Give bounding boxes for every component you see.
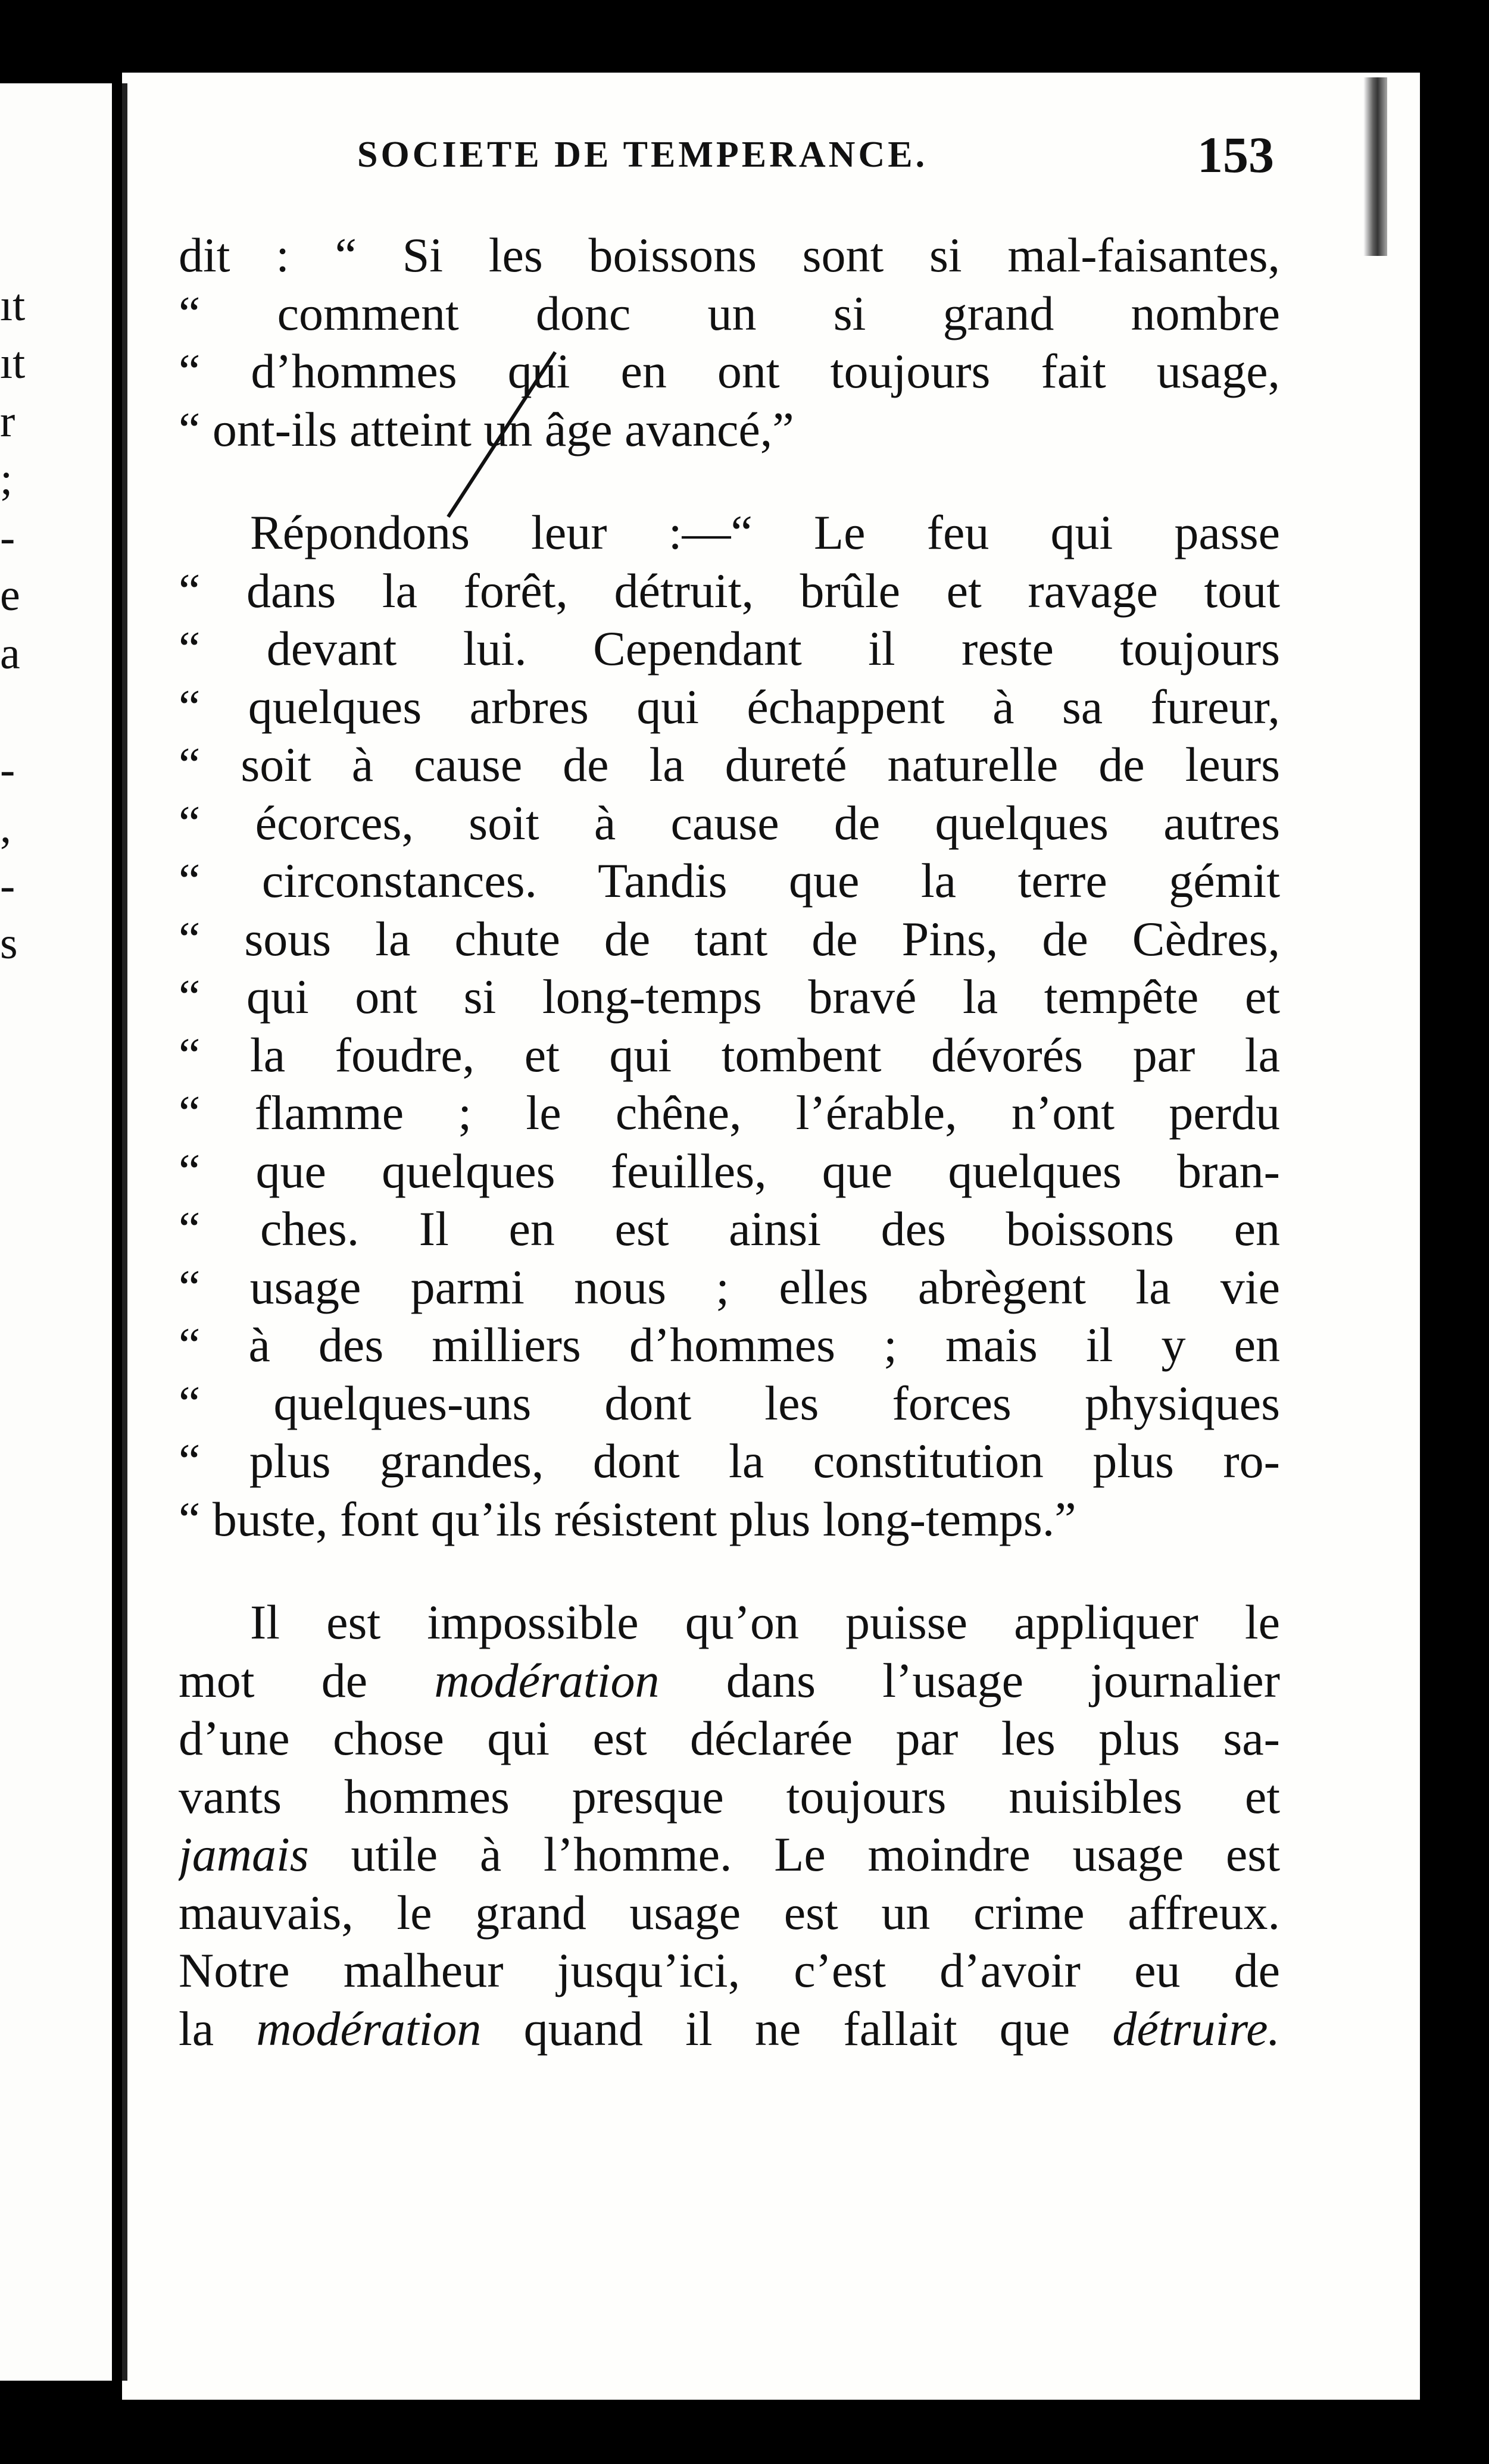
prev-page-char: - (0, 863, 15, 908)
prev-page-char: - (0, 515, 15, 560)
text-line: “ qui ont si long-temps bravé la tempête et (179, 970, 1280, 1024)
text-line: “ dans la forêt, détruit, brûle et ravage tout (179, 563, 1280, 618)
text-line: “ soit à cause de la dureté naturelle de leurs (179, 737, 1280, 792)
prev-page-char: r (0, 399, 15, 444)
text-line: “ ont-ils atteint un âge avancé,” (179, 402, 794, 456)
text-line: “ écorces, soit à cause de quelques autres (179, 795, 1280, 850)
text-line: “ sous la chute de tant de Pins, de Cèdres, (179, 911, 1280, 966)
text-line: “ flamme ; le chêne, l’érable, n’ont perdu (179, 1086, 1280, 1140)
text-line: “ usage parmi nous ; elles abrègent la vie (179, 1259, 1280, 1314)
text-line: dit : “ Si les boissons sont si mal-faisantes, (179, 228, 1280, 282)
paragraph-2 (179, 504, 1280, 1548)
page-gutter-line (122, 83, 127, 2381)
text-line: “ circonstances. Tandis que la terre gémit (179, 853, 1280, 908)
text-line (179, 2000, 1280, 2058)
emphasis: détruire. (1112, 2001, 1280, 2056)
text-line: “ comment donc un si grand nombre (179, 286, 1280, 340)
text-line: “ plus grandes, dont la constitution plus ro- (179, 1434, 1280, 1488)
text-line (179, 1768, 1280, 1826)
text-line: “ que quelques feuilles, que quelques bran- (179, 1143, 1280, 1198)
page-edge-shadow (1363, 77, 1387, 256)
prev-page-char: ; (0, 456, 13, 502)
text-line: “ quelques arbres qui échappent à sa fureur, (179, 679, 1280, 734)
text-line: “ buste, font qu’ils résistent plus long-temps.” (179, 1491, 1076, 1546)
text-run: quand il ne fallait que (481, 2001, 1113, 2056)
text-line: “ devant lui. Cependant il reste toujours (179, 621, 1280, 676)
text-line: “ d’hommes qui en ont toujours fait usage, (179, 344, 1280, 398)
text-line (179, 1652, 1280, 1710)
prev-page-char: ıt (0, 340, 26, 386)
text-line (179, 1825, 1280, 1884)
text-run: vants hommes presque toujours nuisibles et (179, 1769, 1280, 1824)
text-run: d’une chose qui est déclarée par les plus sa- (179, 1711, 1280, 1765)
running-title: SOCIETE DE TEMPERANCE. (357, 135, 928, 175)
text-line (179, 1941, 1280, 2000)
prev-page-char: - (0, 747, 15, 792)
prev-page-char: ıt (0, 283, 26, 328)
text-run: Il est impossible qu’on puisse appliquer le (250, 1595, 1280, 1649)
previous-page-fragment (0, 83, 112, 2381)
text-line (179, 1709, 1280, 1768)
text-run: utile à l’homme. Le moindre usage est (308, 1827, 1280, 1881)
text-line: “ à des milliers d’hommes ; mais il y en (179, 1318, 1280, 1372)
text-run: Notre malheur jusqu’ici, c’est d’avoir eu de (179, 1943, 1280, 1997)
text-line: “ ches. Il en est ainsi des boissons en (179, 1202, 1280, 1256)
text-line: “ quelques-uns dont les forces physiques (179, 1375, 1280, 1430)
prev-page-char: s (0, 921, 18, 966)
paragraph-3 (179, 1593, 1280, 2057)
emphasis: modération (256, 2001, 482, 2056)
text-run: mauvais, le grand usage est un crime affreux. (179, 1885, 1280, 1940)
text-run: mot de (179, 1653, 435, 1708)
prev-page-char: , (0, 805, 11, 850)
prev-page-char: e (0, 573, 20, 618)
emphasis: jamais (179, 1827, 309, 1881)
page-number: 153 (1197, 126, 1274, 183)
text-line: Répondons leur :—“ Le feu qui passe (250, 505, 1280, 559)
text-run: la (179, 2001, 257, 2056)
text-line (179, 1884, 1280, 1942)
paragraph-1 (179, 226, 1280, 458)
emphasis: modération (434, 1653, 660, 1708)
running-head (179, 128, 1298, 182)
text-run: dans l’usage journalier (659, 1653, 1280, 1708)
text-line (179, 1593, 1280, 1652)
text-line: “ la foudre, et qui tombent dévorés par la (179, 1027, 1280, 1082)
prev-page-char: a (0, 631, 20, 676)
body-text (179, 226, 1280, 2057)
